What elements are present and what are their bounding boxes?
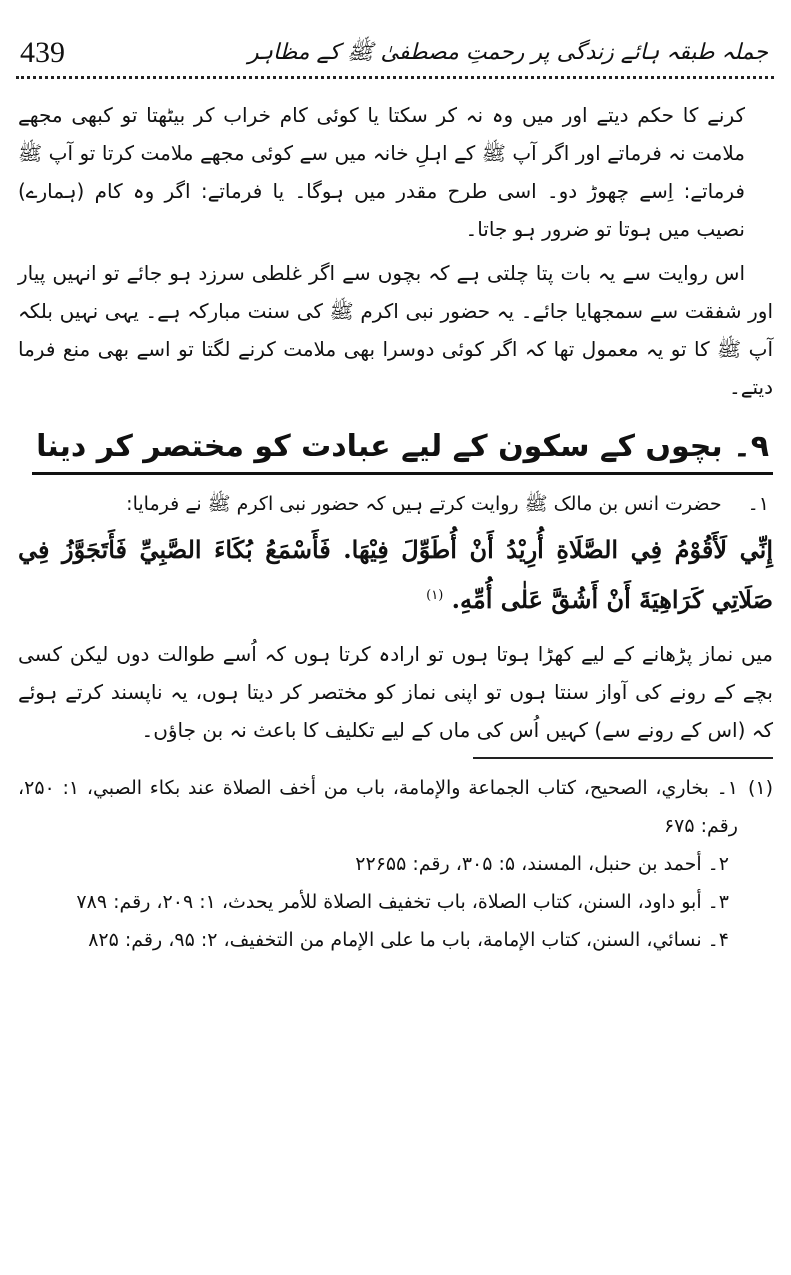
running-title: جملہ طبقہ ہائے زندگی پر رحمتِ مصطفیٰ ﷺ کے مظاہر (248, 39, 768, 65)
section-heading: ۹۔ بچوں کے سکون کے لیے عبادت کو مختصر کر دینا (32, 424, 773, 475)
section-heading-wrapper (18, 412, 773, 485)
footnote-label: (۱) (747, 777, 773, 799)
footnote-reference: ۳۔ أبو داود، السنن، كتاب الصلاة، باب تخفيف الصلاة للأمر يحدث، ۱: ۲۰۹، رقم: ۷۸۹ (76, 891, 729, 913)
hadith-intro-text: حضرت انس بن مالک ﷺ روایت کرتے ہیں کہ حضور نبی اکرم ﷺ نے فرمایا: (126, 493, 722, 515)
hadith-number: ۱۔ (747, 493, 769, 515)
arabic-text: إِنِّي لَأَقُوْمُ فِي الصَّلَاةِ أُرِيْدُ أَنْ أُطَوِّلَ فِيْهَا. فَأَسْمَعُ بُكَاءَ الصَّبِيِّ فَأَتَجَوَّزُ فِي صَلَاتِي كَرَاهِيَةَ أَنْ أَشُقَّ عَلٰى أُمِّهِ. (18, 535, 773, 614)
page-content (18, 96, 773, 959)
footnote-item (18, 769, 773, 845)
footnotes (18, 769, 773, 959)
footnote-reference: ۱۔ بخاري، الصحيح، كتاب الجماعة والإمامة، باب من أخف الصلاة عند بكاء الصبي، ۱: ۲۵۰، رقم: ۶۷۵ (18, 777, 738, 837)
footnote-divider (473, 757, 773, 759)
paragraph-commentary: اس روایت سے یہ بات پتا چلتی ہے کہ بچوں سے اگر غلطی سرزد ہو جائے تو انہیں پیار اور شفقت سے سمجھایا جائے۔ یہ حضور نبی اکرم ﷺ کی سنت مبارکہ ہے۔ یہی نہیں بلکہ آپ ﷺ کا تو یہ معمول تھا کہ اگر کوئی دوسرا بھی ملامت کرنے لگتا تو اسے بھی منع فرما دیتے۔ (18, 261, 773, 399)
footnote-marker: (۱) (426, 588, 444, 603)
footnote-reference: ۴۔ نسائي، السنن، كتاب الإمامة، باب ما على الإمام من التخفيف، ۲: ۹۵، رقم: ۸۲۵ (88, 929, 729, 951)
header-divider (16, 76, 774, 79)
paragraph-continuation: کرنے کا حکم دیتے اور میں وہ نہ کر سکتا یا کوئی کام خراب کر بیٹھتا تو کبھی مجھے ملامت نہ فرماتے اور اگر آپ ﷺ کے اہلِ خانہ میں سے کوئی مجھے ملامت کرتا تو آپ ﷺ فرماتے: اِسے چھوڑ دو۔ اسی طرح مقدر میں ہوگا۔ یا فرماتے: اگر وہ کام (ہمارے) نصیب میں ہوتا تو ضرور ہو جاتا۔ (18, 103, 745, 241)
footnote-reference: ۲۔ أحمد بن حنبل، المسند، ۵: ۳۰۵، رقم: ۲۲۶۵۵ (355, 853, 729, 875)
page-number: 439 (20, 36, 65, 69)
arabic-hadith-text (18, 527, 773, 623)
page-header (18, 18, 768, 72)
urdu-translation: میں نماز پڑھانے کے لیے کھڑا ہوتا ہوں تو ارادہ کرتا ہوں کہ اُسے طوالت دوں لیکن کسی بچے کے رونے کی آواز سنتا ہوں تو اپنی نماز کو مختصر کر دیتا ہوں، یہ ناپسند کرتے ہوئے کہ (اس کے رونے سے) کہیں اُس کی ماں کے لیے تکلیف کا باعث نہ بن جاؤں۔ (18, 642, 773, 742)
hadith-intro (18, 487, 773, 521)
